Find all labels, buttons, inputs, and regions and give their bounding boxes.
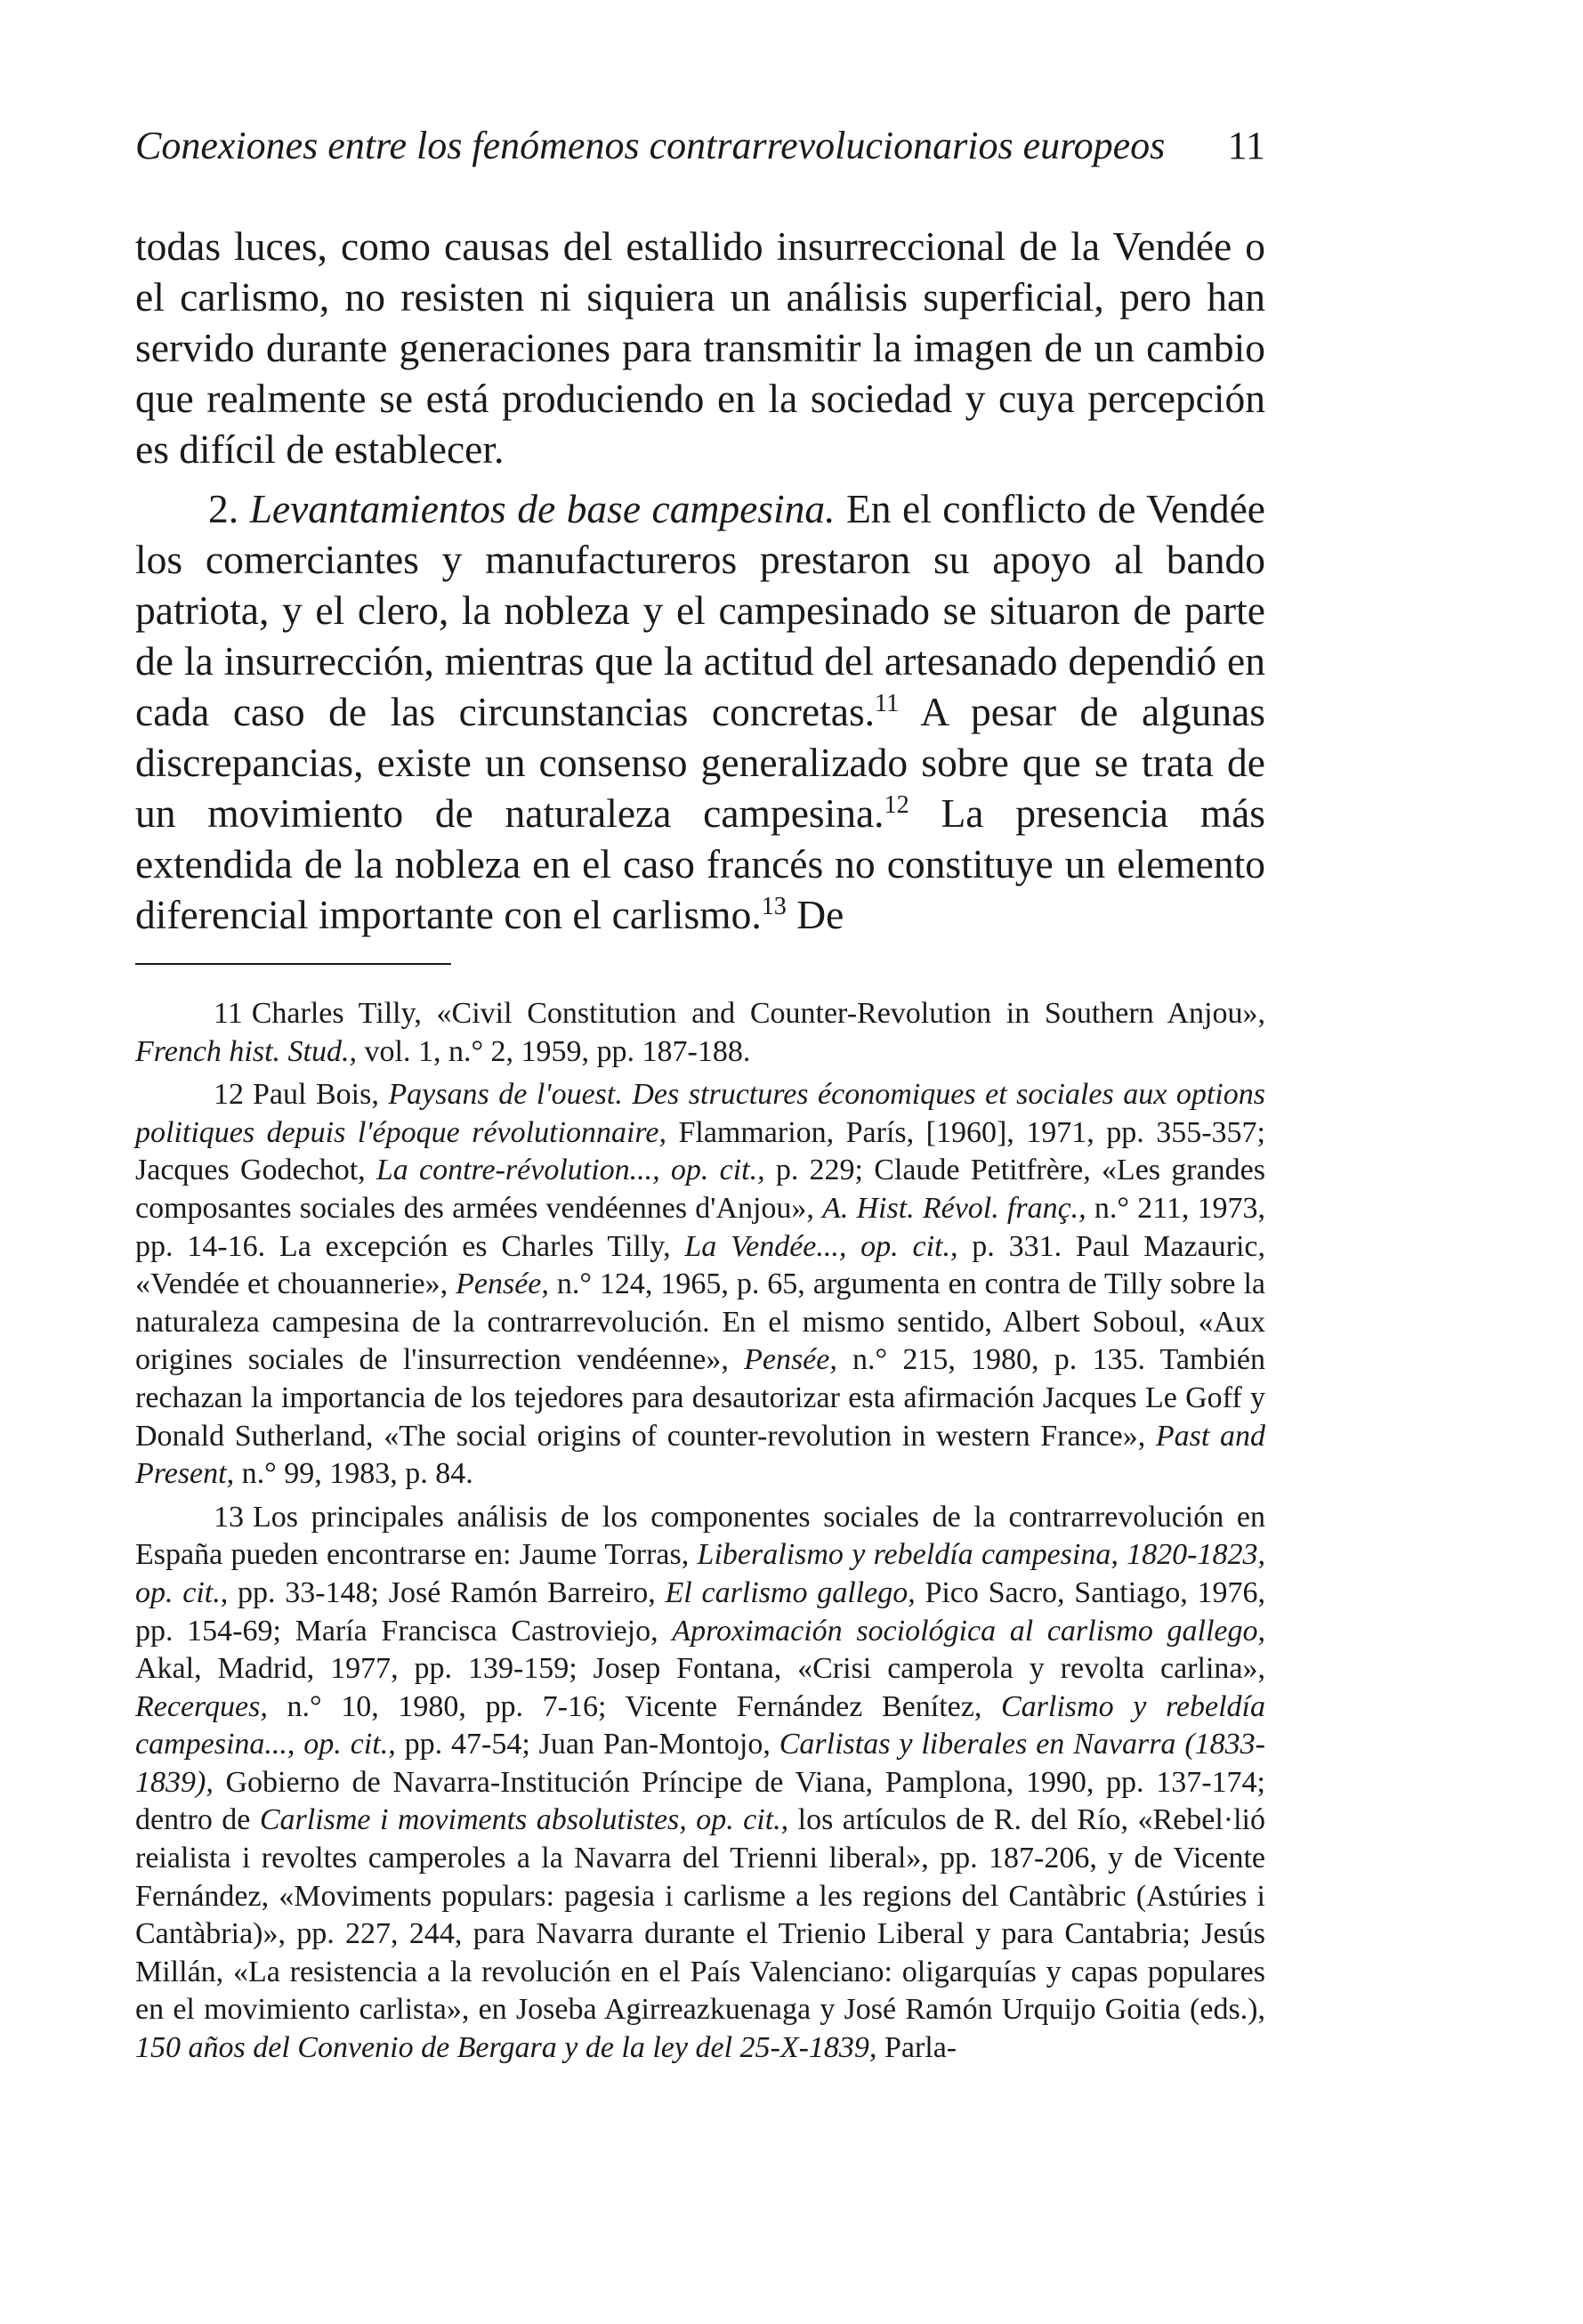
paragraph-2-text-4: De bbox=[786, 892, 844, 937]
main-text bbox=[135, 221, 1265, 940]
footnote-text: Paul Bois, bbox=[253, 1078, 389, 1112]
paragraph-2-text-1: En el conflicto de Vendée los comerciantes y manufactureros prestaron su apoyo al bando patriota, y el clero, la nobleza y el campesinado se situaron de parte de la insurrección, mientras que la actitud del artesanado dependió en cada caso de las circunstancias concretas. bbox=[135, 486, 1266, 734]
footnote-text: n.° 10, 1980, pp. 7-16; Vicente Fernández Benítez, bbox=[267, 1689, 1001, 1723]
footnote-title: Aproximación sociológica al carlismo gallego, bbox=[672, 1614, 1265, 1648]
footnotes bbox=[135, 995, 1265, 2068]
footnote-number: 12 bbox=[214, 1078, 244, 1112]
running-title: Conexiones entre los fenómenos contrarrevolucionarios europeos bbox=[135, 124, 1166, 167]
footnote-title: Pensée, bbox=[744, 1343, 837, 1377]
footnote-text: pp. 33-148; José Ramón Barreiro, bbox=[228, 1575, 666, 1609]
footnote-title: La contre-révolution..., op. cit., bbox=[376, 1154, 765, 1187]
footnote-text: Gobierno de Navarra-Institución Príncipe de Viana, Pamplona, 1990, pp. 137-174; dentro de bbox=[135, 1765, 1265, 1837]
footnote-text: los artículos de R. del Río, «Rebel·lió reialista i revoltes camperoles a la Navarra del Trienni liberal», pp. 187-206, y de Vicente Fernández, «Moviments populars: pagesia i carlisme a les regions del Cantàbric (Astúries i Cantàbria)», pp. 227, 244, para Navarra durante el Trienio Liberal y para Cantabria; Jesús Millán, «La resistencia a la revolución en el País Valenciano: oligarquías y capas populares en el movimiento carlista», en Joseba Agirreazkuenaga y José Ramón Urquijo Goitia (eds.), bbox=[135, 1803, 1265, 2027]
footnote-ref-13[interactable]: 13 bbox=[761, 892, 787, 920]
footnote-text: Flammarion, París, [1960], 1971, pp. 355-357; Jacques Godechot, bbox=[135, 1115, 1265, 1187]
footnote-title: Carlisme i moviments absolutistes, op. cit., bbox=[259, 1803, 789, 1837]
section-heading: Levantamientos de base campesina. bbox=[249, 486, 836, 531]
running-header bbox=[135, 123, 1265, 168]
footnote-title: Pensée, bbox=[456, 1267, 549, 1301]
footnote-text: pp. 47-54; Juan Pan-Montojo, bbox=[395, 1728, 779, 1761]
footnote-title: Carlismo y rebeldía campesina..., op. cit., bbox=[135, 1689, 1265, 1761]
footnote-12 bbox=[135, 1076, 1265, 1494]
footnote-number: 11 bbox=[214, 997, 243, 1030]
footnote-text: vol. 1, n.° 2, 1959, pp. 187-188. bbox=[357, 1034, 751, 1068]
footnote-separator bbox=[135, 963, 451, 965]
footnote-title: Past and Present, bbox=[135, 1419, 1266, 1491]
footnote-text: n.° 215, 1980, p. 135. También rechazan la importancia de los tejedores para desautorizar esta afirmación Jacques Le Goff y Donald Sutherland, «The social origins of counter-revolution in western France», bbox=[135, 1343, 1265, 1453]
footnote-text: n.° 211, 1973, pp. 14-16. La excepción es Charles Tilly, bbox=[135, 1191, 1265, 1263]
footnote-text: Pico Sacro, Santiago, 1976, pp. 154-69; María Francisca Castroviejo, bbox=[135, 1575, 1266, 1648]
paragraph-2-text-3: La presencia más extendida de la nobleza en el caso francés no constituye un elemento diferencial importante con el carlismo. bbox=[135, 790, 1266, 937]
footnote-11 bbox=[135, 995, 1265, 1071]
footnote-text: Los principales análisis de los componentes sociales de la contrarrevolución en España pueden encontrarse en: Jaume Torras, bbox=[135, 1500, 1265, 1572]
footnote-number: 13 bbox=[214, 1500, 244, 1534]
paragraph-2-text-2: A pesar de algunas discrepancias, existe un consenso generalizado sobre que se trata de un movimiento de naturaleza campesina. bbox=[135, 689, 1265, 836]
footnote-text: n.° 124, 1965, p. 65, argumenta en contra de Tilly sobre la naturaleza campesina de la contrarrevolución. En el mismo sentido, Albert Soboul, «Aux origines sociales de l'insurrection vendéenne», bbox=[135, 1267, 1265, 1377]
footnote-ref-11[interactable]: 11 bbox=[875, 689, 900, 717]
footnote-text: Akal, Madrid, 1977, pp. 139-159; Josep Fontana, «Crisi camperola y revolta carlina», bbox=[135, 1652, 1265, 1686]
footnote-text: Charles Tilly, «Civil Constitution and Counter-Revolution in Southern Anjou», bbox=[251, 997, 1265, 1030]
paragraph-2 bbox=[135, 483, 1265, 940]
footnote-title: Recerques, bbox=[135, 1689, 268, 1723]
footnote-title: La Vendée..., op. cit., bbox=[684, 1229, 958, 1263]
footnote-title: A. Hist. Révol. franç., bbox=[822, 1191, 1086, 1225]
footnote-ref-12[interactable]: 12 bbox=[884, 790, 909, 819]
footnote-text: p. 331. Paul Mazauric, «Vendée et chouannerie», bbox=[135, 1229, 1265, 1301]
footnote-text: n.° 99, 1983, p. 84. bbox=[234, 1457, 473, 1491]
footnote-title: Paysans de l'ouest. Des structures économiques et sociales aux options politiques depuis l'époque révolutionnaire, bbox=[135, 1078, 1265, 1149]
page-number: 11 bbox=[1227, 124, 1265, 167]
footnote-title: Liberalismo y rebeldía campesina, 1820-1823, op. cit., bbox=[135, 1538, 1265, 1609]
footnote-title: 150 años del Convenio de Bergara y de la ley del 25-X-1839, bbox=[135, 2031, 877, 2065]
footnote-13 bbox=[135, 1499, 1265, 2068]
footnote-title: French hist. Stud., bbox=[135, 1034, 357, 1068]
footnote-title: El carlismo gallego, bbox=[665, 1575, 916, 1609]
footnote-text: Parla- bbox=[876, 2031, 957, 2065]
footnote-text: p. 229; Claude Petitfrère, «Les grandes composantes sociales des armées vendéennes d'Anjou», bbox=[135, 1154, 1265, 1225]
section-number: 2. bbox=[208, 486, 239, 531]
paragraph-1: todas luces, como causas del estallido insurreccional de la Vendée o el carlismo, no resisten ni siquiera un análisis superficial, pero han servido durante generaciones para transmitir la imagen de un cambio que realmente se está produciendo en la sociedad y cuya percepción es difícil de establecer. bbox=[135, 223, 1265, 472]
footnote-title: Carlistas y liberales en Navarra (1833-1839), bbox=[135, 1728, 1265, 1799]
